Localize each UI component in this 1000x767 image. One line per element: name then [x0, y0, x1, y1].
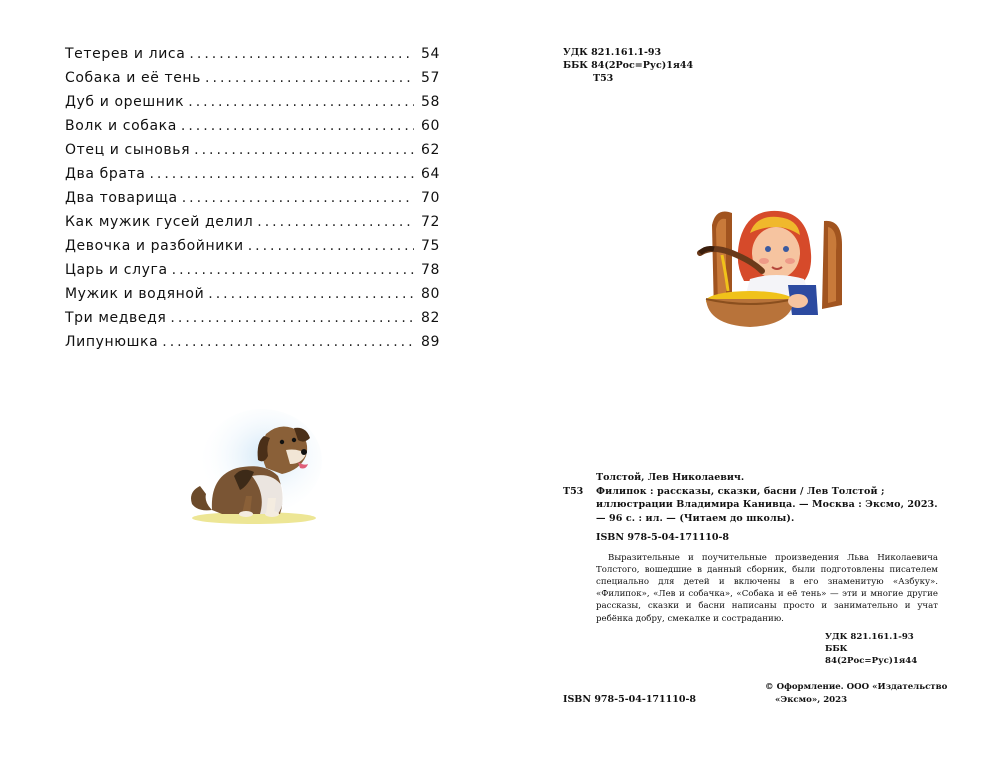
catalog-annotation: Выразительные и поучительные произведения Льва Николаевича Толстого, вошедшие в данный сборник, были подготовлены писателем специально для детей и включены в его знаменитую «Азбуку». «Филипок», «Лев и собачка», «Собака и её тень» — эти и многие другие рассказы, сказки и басни написаны просто и занимательно и учат ребёнка добру, смекалке и состраданию.	[596, 552, 938, 624]
toc-row	[65, 282, 440, 306]
toc-leader-dots	[182, 186, 414, 210]
toc-page-number: 75	[420, 238, 440, 254]
copyright-line-1: © Оформление. ООО «Издательство	[765, 682, 948, 692]
udk-code: УДК 821.161.1-93	[563, 47, 662, 58]
catalog-entry	[563, 485, 938, 526]
toc-title: Два брата	[65, 166, 146, 182]
toc-row	[65, 186, 440, 210]
table-of-contents	[65, 42, 440, 354]
toc-page-number: 60	[420, 118, 440, 134]
copyright-notice	[765, 681, 947, 706]
catalog-udk: УДК 821.161.1-93	[825, 631, 914, 642]
toc-title: Дуб и орешник	[65, 94, 185, 110]
toc-leader-dots	[181, 114, 414, 138]
toc-title: Тетерев и лиса	[65, 46, 186, 62]
catalog-description: Филипок : рассказы, сказки, басни / Лев Толстой ; иллюстрации Владимира Канивца. — Москва : Эксмо, 2023. — 96 с. : ил. — (Читаем до школы).	[596, 485, 938, 524]
toc-page-number: 58	[420, 94, 440, 110]
catalog-card	[563, 471, 938, 667]
bbk-code: ББК 84(2Рос=Рус)1я44	[563, 60, 694, 71]
toc-page-number: 54	[420, 46, 440, 62]
toc-title: Липунюшка	[65, 334, 159, 350]
copyright-line-2: «Эксмо», 2023	[775, 694, 848, 705]
toc-leader-dots	[257, 210, 414, 234]
toc-title: Девочка и разбойники	[65, 238, 244, 254]
catalog-isbn: ISBN 978-5-04-171110-8	[596, 532, 730, 543]
toc-page-number: 80	[420, 286, 440, 302]
toc-row	[65, 42, 440, 66]
catalog-author: Толстой, Лев Николаевич.	[596, 472, 745, 483]
toc-leader-dots	[205, 66, 414, 90]
toc-page-number: 70	[420, 190, 440, 206]
toc-leader-dots	[162, 330, 414, 354]
toc-row	[65, 330, 440, 354]
catalog-bbk: ББК 84(2Рос=Рус)1я44	[825, 643, 918, 666]
toc-leader-dots	[248, 234, 414, 258]
toc-page-number: 82	[420, 310, 440, 326]
catalog-classification	[825, 631, 938, 667]
toc-title: Как мужик гусей делил	[65, 214, 254, 230]
toc-row	[65, 162, 440, 186]
toc-leader-dots	[194, 138, 414, 162]
toc-title: Отец и сыновья	[65, 142, 191, 158]
toc-title: Мужик и водяной	[65, 286, 205, 302]
toc-leader-dots	[172, 258, 414, 282]
toc-row	[65, 306, 440, 330]
toc-page-number: 64	[420, 166, 440, 182]
toc-row	[65, 210, 440, 234]
catalog-author-mark: Т53	[563, 485, 584, 497]
toc-leader-dots	[188, 90, 414, 114]
toc-title: Царь и слуга	[65, 262, 168, 278]
toc-row	[65, 138, 440, 162]
classification-header	[563, 46, 693, 85]
toc-page-number: 89	[420, 334, 440, 350]
toc-row	[65, 66, 440, 90]
toc-leader-dots	[149, 162, 414, 186]
toc-row	[65, 234, 440, 258]
toc-title: Два товарища	[65, 190, 178, 206]
right-page	[500, 0, 1000, 767]
toc-row	[65, 258, 440, 282]
toc-page-number: 78	[420, 262, 440, 278]
toc-row	[65, 114, 440, 138]
toc-row	[65, 90, 440, 114]
toc-leader-dots	[189, 42, 414, 66]
toc-leader-dots	[208, 282, 414, 306]
toc-leader-dots	[170, 306, 414, 330]
isbn-footer: ISBN 978-5-04-171110-8	[563, 694, 697, 705]
girl-with-bowl-illustration	[692, 205, 852, 330]
toc-title: Три медведя	[65, 310, 167, 326]
toc-title: Собака и её тень	[65, 70, 202, 86]
dog-illustration	[182, 406, 322, 528]
toc-page-number: 62	[420, 142, 440, 158]
toc-title: Волк и собака	[65, 118, 177, 134]
toc-page-number: 57	[420, 70, 440, 86]
toc-page-number: 72	[420, 214, 440, 230]
author-mark: Т53	[593, 73, 614, 84]
